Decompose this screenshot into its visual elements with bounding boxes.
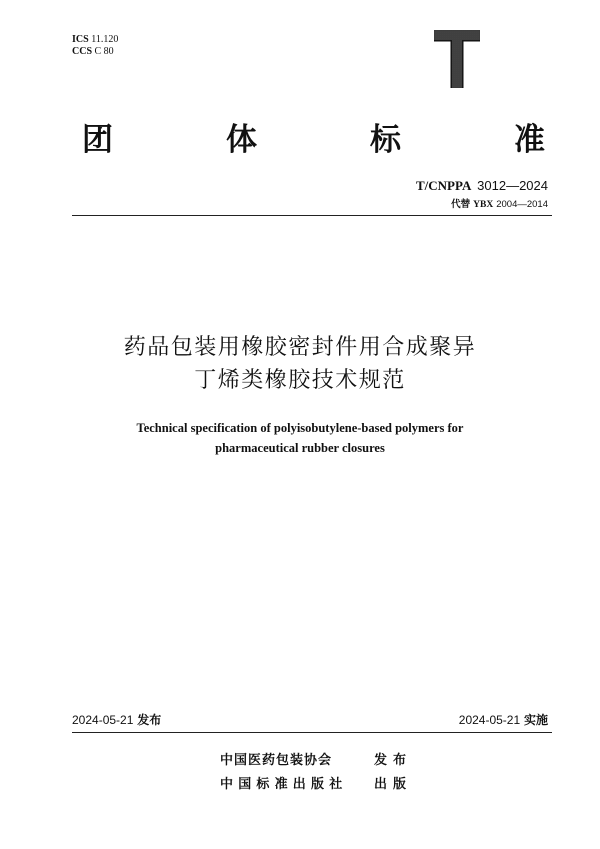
standard-type-char-2: 体 xyxy=(226,122,257,158)
title-en-line-1: Technical specification of polyisobutylene-based polymers for xyxy=(136,421,464,435)
title-cn-line-1: 药品包装用橡胶密封件用合成聚异 xyxy=(123,335,477,360)
implement-date: 2024-05-21 xyxy=(458,713,521,727)
ccs-code xyxy=(72,46,114,58)
issuer-org-1: 中国医药包装协会 xyxy=(220,753,333,768)
standard-prefix: T/CNPPA xyxy=(416,178,471,193)
replaces-number: 2004—2014 xyxy=(496,199,548,210)
replaces-label: 代替 xyxy=(451,199,471,210)
implement-label: 实施 xyxy=(523,713,548,727)
standard-type-char-3: 标 xyxy=(370,122,401,158)
ics-label: ICS xyxy=(72,34,89,45)
ics-code xyxy=(72,34,118,46)
standard-number-value: 3012—2024 xyxy=(477,178,548,193)
standard-number xyxy=(416,178,548,194)
title-cn-line-2: 丁烯类橡胶技术规范 xyxy=(194,368,406,393)
issuer-org-2: 中国标准出版社 xyxy=(220,777,348,792)
publish-label: 发布 xyxy=(137,713,162,727)
implement-date-block xyxy=(459,712,548,728)
replaces-code: YBX xyxy=(473,200,494,210)
issuer-action-1: 发布 xyxy=(374,753,413,768)
top-divider xyxy=(72,215,552,216)
replaces-note xyxy=(451,199,548,211)
publish-date: 2024-05-21 xyxy=(72,713,134,727)
ccs-value: C 80 xyxy=(94,46,114,57)
standard-type-char-4: 准 xyxy=(514,122,545,158)
issuer-action-2: 出版 xyxy=(374,777,413,792)
ccs-label: CCS xyxy=(72,46,93,57)
standard-type-char-1: 团 xyxy=(82,122,113,158)
standard-logo-t xyxy=(434,30,480,88)
bottom-divider xyxy=(72,732,552,733)
title-en-line-2: pharmaceutical rubber closures xyxy=(215,441,385,455)
ics-value: 11.120 xyxy=(91,34,119,45)
publish-date-block xyxy=(72,712,161,728)
